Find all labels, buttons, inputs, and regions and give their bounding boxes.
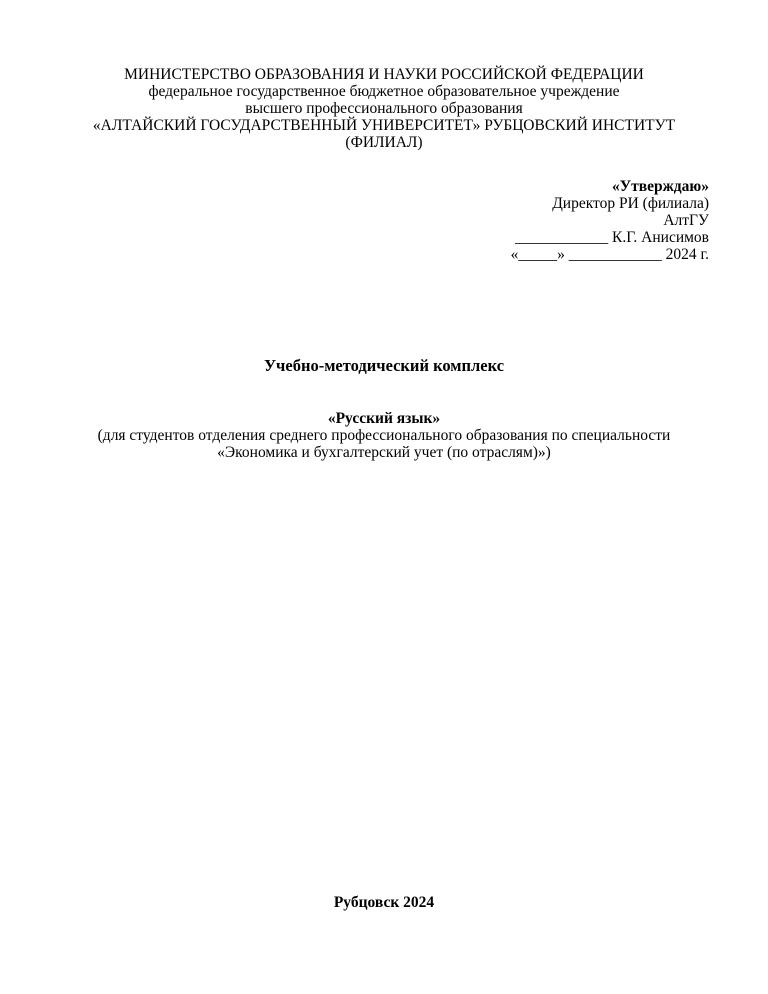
approval-signature-line: ____________ К.Г. Анисимов xyxy=(515,229,709,246)
approval-title: «Утверждаю» xyxy=(611,178,709,195)
audience-description: (для студентов отделения среднего профессионального образования по специальности xyxy=(97,427,671,444)
approval-position: Директор РИ (филиала) xyxy=(552,195,709,212)
education-level: высшего профессионального образования xyxy=(245,100,523,117)
title-page-header xyxy=(0,66,768,151)
subject-block xyxy=(0,410,768,461)
place-and-year: Рубцовск 2024 xyxy=(333,894,435,911)
institution-type: федеральное государственное бюджетное образовательное учреждение xyxy=(148,83,620,100)
university-name: «АЛТАЙСКИЙ ГОСУДАРСТВЕННЫЙ УНИВЕРСИТЕТ» РУБЦОВСКИЙ ИНСТИТУТ xyxy=(92,117,676,134)
approval-block xyxy=(511,178,709,263)
subject-name: «Русский язык» xyxy=(327,410,441,427)
document-title: Учебно-методический комплекс xyxy=(263,356,505,375)
specialty-name: «Экономика и бухгалтерский учет (по отраслям)») xyxy=(217,444,551,461)
approval-date-line: «_____» ____________ 2024 г. xyxy=(510,246,709,263)
branch-label: (ФИЛИАЛ) xyxy=(345,134,423,151)
approval-organization: АлтГУ xyxy=(663,212,709,229)
ministry-name: МИНИСТЕРСТВО ОБРАЗОВАНИЯ И НАУКИ РОССИЙСКОЙ ФЕДЕРАЦИИ xyxy=(124,66,644,83)
